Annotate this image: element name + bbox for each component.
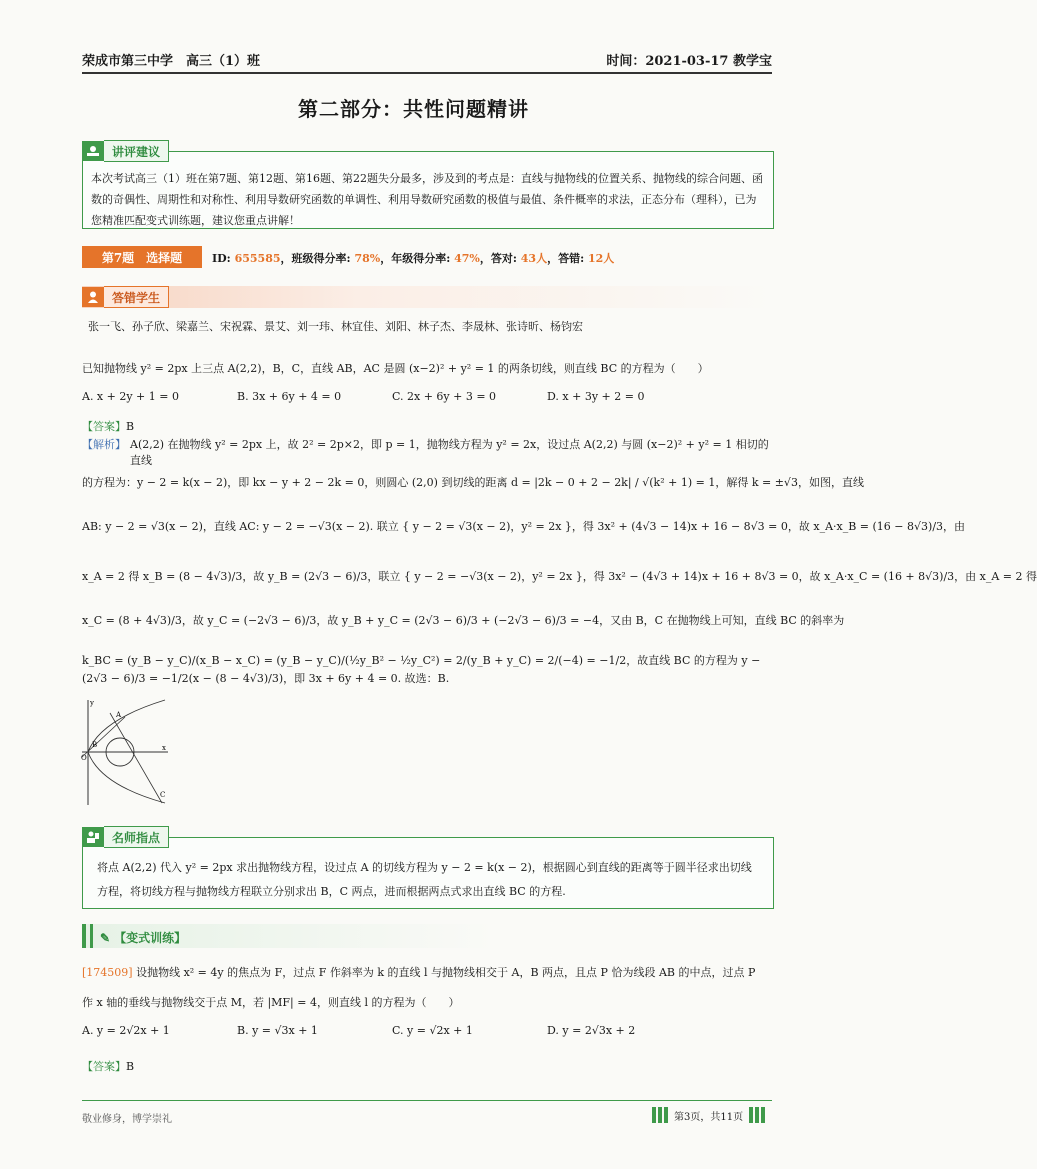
question-id: 655585	[234, 252, 281, 265]
wrong-students-names: 张一飞、孙子欣、梁嘉兰、宋祝霖、景艾、刘一玮、林宜佳、刘阳、林子杰、李晟林、张诗昕、杨钧宏	[88, 320, 583, 333]
variant-bar	[82, 924, 86, 948]
advice-text: 本次考试高三（1）班在第7题、第12题、第16题、第22题失分最多，涉及到的考点是：直线与抛物线的位置关系、抛物线的综合问题、函数的奇偶性、周期性和对称性、利用导数研究函数的单调性、利用导数研究函数的极值与最值、条件概率的求法，正态分布（理科），已为您精准匹配变式训练题，建议您重点讲解！	[91, 172, 763, 227]
wrong-students-header	[82, 286, 169, 308]
teacher-icon	[82, 141, 104, 161]
exam-date: 时间：2021-03-17 教学宝	[606, 54, 772, 69]
analysis-line-6: k_BC = (y_B − y_C)/(x_B − x_C) = (y_B − y_C)/(½y_B² − ½y_C²) = 2/(y_B + y_C) = 2/(−4) = −1/2，故直线 BC 的方程为 y − (2√3 − 6)/3 = −1/2(x − (8 − 4√3)/3)，即 3x + 6y + 4 = 0. 故选：B.	[82, 654, 761, 685]
variant-header	[100, 929, 186, 946]
tips-header	[82, 826, 169, 848]
tips-line-1: 将点 A(2,2) 代入 y² = 2px 求出抛物线方程，设过点 A 的切线方程为 y − 2 = k(x − 2)，根据圆心到直线的距离等于圆半径求出切线	[97, 861, 752, 874]
problem-stem: 已知抛物线 y² = 2px 上三点 A(2,2)，B，C，直线 AB，AC 是圆 (x−2)² + y² = 1 的两条切线，则直线 BC 的方程为（ ）	[82, 362, 709, 375]
option-c: C. 2x + 6y + 3 = 0	[392, 390, 497, 403]
analysis-line-4: x_A = 2 得 x_B = (8 − 4√3)/3，故 y_B = (2√3 − 6)/3，联立 { y − 2 = −√3(x − 2)，y² = 2x }，得 3x² − (4√3 + 14)x + 16 + 8√3 = 0，故 x_A·x_C = (16 + 8√3)/3，由 x_A = 2 得	[82, 570, 1037, 583]
tips-heading: 名师指点	[104, 826, 169, 848]
option-d: D. x + 3y + 2 = 0	[547, 390, 645, 403]
class-rate: 78%	[354, 252, 381, 265]
variant-option-c: C. y = √2x + 1	[392, 1024, 473, 1037]
tips-line-2: 方程，将切线方程与抛物线方程联立分别求出 B，C 两点，进而根据两点式求出直线 BC 的方程.	[97, 885, 566, 898]
variant-bar-2	[90, 924, 93, 948]
label-c: C	[160, 791, 166, 799]
label-a: A	[116, 711, 122, 719]
advice-header	[82, 140, 169, 162]
school-class: 荣成市第三中学 高三（1）班	[82, 54, 261, 69]
footer-page-block	[652, 1107, 765, 1123]
option-a: A. x + 2y + 1 = 0	[82, 390, 179, 403]
answer-value: B	[126, 420, 135, 433]
parabola-figure	[80, 695, 170, 810]
variant-line-2: 作 x 轴的垂线与抛物线交于点 M，若 |MF| = 4，则直线 l 的方程为（ ）	[82, 996, 460, 1009]
question-stats: ID: 655585，班级得分率: 78%，年级得分率: 47%，答对: 43人，答错: 12人	[212, 252, 615, 265]
advice-heading: 讲评建议	[104, 140, 169, 162]
student-icon	[82, 287, 104, 307]
variant-option-b: B. y = √3x + 1	[237, 1024, 318, 1037]
question-label: 第7题 选择题	[82, 246, 202, 268]
wrong-students-heading: 答错学生	[104, 286, 169, 308]
tips-box	[82, 837, 774, 909]
tangent-ac	[110, 713, 162, 803]
page-number: 第3页，共11页	[674, 1111, 744, 1123]
label-y: y	[90, 699, 94, 707]
variant-answer-line: 【答案】B	[82, 1060, 135, 1073]
label-x: x	[162, 744, 166, 752]
option-b: B. 3x + 6y + 4 = 0	[237, 390, 342, 403]
variant-line-1: [174509] 设抛物线 x² = 4y 的焦点为 F，过点 F 作斜率为 k 的直线 l 与抛物线相交于 A，B 两点，且点 P 恰为线段 AB 的中点，过点 P	[82, 966, 756, 979]
mentor-icon	[82, 827, 104, 847]
analysis-line-5: x_C = (8 + 4√3)/3，故 y_C = (−2√3 − 6)/3，故 y_B + y_C = (2√3 − 6)/3 + (−2√3 − 6)/3 = −4，又由 B，C 在抛物线上可知，直线 BC 的斜率为	[82, 614, 845, 627]
footer-rule	[82, 1100, 772, 1101]
variant-id: [174509]	[82, 966, 133, 979]
footer-motto: 敬业修身，博学崇礼	[82, 1114, 172, 1125]
analysis-line-2: 的方程为：y − 2 = k(x − 2)，即 kx − y + 2 − 2k = 0，则圆心 (2,0) 到切线的距离 d = |2k − 0 + 2 − 2k| / √(k² + 1) = 1，解得 k = ±√3，如图，直线	[82, 476, 864, 489]
answer-line: 【答案】B	[82, 420, 135, 433]
analysis-line-1: A(2,2) 在抛物线 y² = 2px 上，故 2² = 2p×2，即 p = 1，抛物线方程为 y² = 2x，设过点 A(2,2) 与圆 (x−2)² + y² = 1 相切的直线	[130, 438, 769, 467]
label-o: O	[81, 754, 87, 762]
variant-heading: 【变式训练】	[114, 931, 187, 945]
analysis-tag: 【解析】	[82, 438, 126, 451]
analysis-line-3: AB: y − 2 = √3(x − 2)，直线 AC: y − 2 = −√3(x − 2). 联立 { y − 2 = √3(x − 2)，y² = 2x }，得 3x² + (4√3 − 14)x + 16 − 8√3 = 0，故 x_A·x_B = (16 − 8√3)/3，由	[82, 520, 966, 533]
grade-rate: 47%	[454, 252, 480, 265]
header-rule	[82, 72, 772, 74]
wrong-count: 12人	[588, 252, 615, 265]
pencil-icon: ✎	[100, 930, 111, 945]
wrong-students-band	[82, 286, 772, 308]
page-title: 第二部分：共性问题精讲	[298, 97, 529, 121]
variant-answer-value: B	[126, 1060, 135, 1073]
advice-box	[82, 151, 774, 229]
variant-option-d: D. y = 2√3x + 2	[547, 1024, 636, 1037]
correct-count: 43人	[520, 252, 548, 265]
label-b: B	[92, 741, 98, 749]
variant-option-a: A. y = 2√2x + 1	[82, 1024, 170, 1037]
